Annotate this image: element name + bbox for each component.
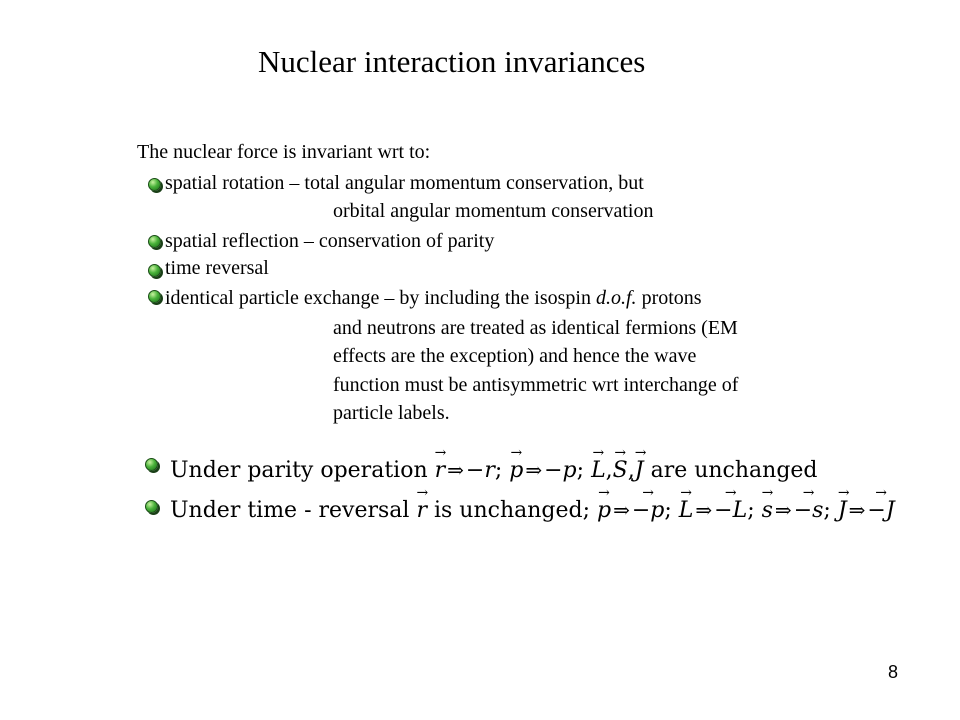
implies-arrow: ⇒	[848, 498, 866, 522]
tr-prefix: Under time - reversal	[170, 498, 417, 523]
implies-arrow: ⇒	[613, 498, 630, 522]
bullet-identical-particle	[165, 288, 702, 308]
neg-p: −p	[544, 458, 577, 483]
vec-L: → L	[679, 500, 694, 522]
intro-text: The nuclear force is invariant wrt to:	[137, 141, 431, 163]
vec-r: → r	[416, 500, 427, 522]
parity-prefix: Under parity operation	[170, 458, 435, 483]
green-bullet-icon	[148, 235, 161, 248]
vec-p: → p	[597, 500, 611, 522]
bullet-time-reversal: time reversal	[165, 257, 269, 279]
tr-is-unchanged: is unchanged;	[426, 498, 597, 523]
slide-title: Nuclear interaction invariances	[258, 44, 646, 79]
neg-vec-p: → −p	[632, 500, 665, 522]
neg-vec-J: → −J	[867, 500, 894, 522]
bullet-identical-particle-cont-3: function must be antisymmetric wrt interchange of	[333, 374, 739, 396]
bullet-identical-particle-text: identical particle exchange – by including the isospin	[165, 287, 596, 309]
implies-arrow: ⇒	[525, 458, 543, 482]
neg-vec-L: → −L	[714, 500, 747, 522]
vec-S: → S	[613, 460, 628, 482]
parity-formula: Under parity operation → r ⇒−r; → p ⇒−p; → L,→ S,→ J are unchanged	[170, 460, 818, 482]
implies-arrow: ⇒	[695, 498, 713, 522]
parity-suffix: are unchanged	[643, 458, 818, 483]
vec-L: → L	[591, 460, 606, 482]
bullet-spatial-rotation-cont: orbital angular momentum conservation	[333, 200, 654, 222]
vec-J: → J	[635, 460, 644, 482]
bullet-identical-particle-cont-2: effects are the exception) and hence the wave	[333, 345, 697, 367]
bullet-identical-particle-cont-1: and neutrons are treated as identical fermions (EM	[333, 317, 738, 339]
dof-italic: d.o.f.	[596, 287, 637, 309]
green-bullet-icon	[145, 458, 158, 471]
vec-p: → p	[509, 460, 523, 482]
green-bullet-icon	[148, 290, 161, 303]
vec-r: → r	[435, 460, 446, 482]
green-bullet-icon	[148, 178, 161, 191]
bullet-spatial-reflection: spatial reflection – conservation of parity	[165, 230, 495, 252]
green-bullet-icon	[145, 500, 158, 513]
bullet-identical-particle-tail: protons	[636, 287, 702, 309]
vec-J: → J	[838, 500, 847, 522]
green-bullet-icon	[148, 264, 161, 277]
bullet-spatial-rotation: spatial rotation – total angular momentum conservation, but	[165, 172, 644, 194]
time-reversal-formula: Under time - reversal → r is unchanged; → p ⇒→ −p; → L ⇒→ −L; → s ⇒→ −s; → J ⇒→ −J	[170, 500, 895, 522]
vec-s: → s	[762, 500, 773, 522]
page-number: 8	[888, 662, 899, 682]
neg-r: −r	[465, 458, 495, 483]
implies-arrow: ⇒	[447, 458, 464, 482]
bullet-identical-particle-cont-4: particle labels.	[333, 402, 450, 424]
neg-vec-s: → −s	[794, 500, 824, 522]
implies-arrow: ⇒	[774, 498, 792, 522]
